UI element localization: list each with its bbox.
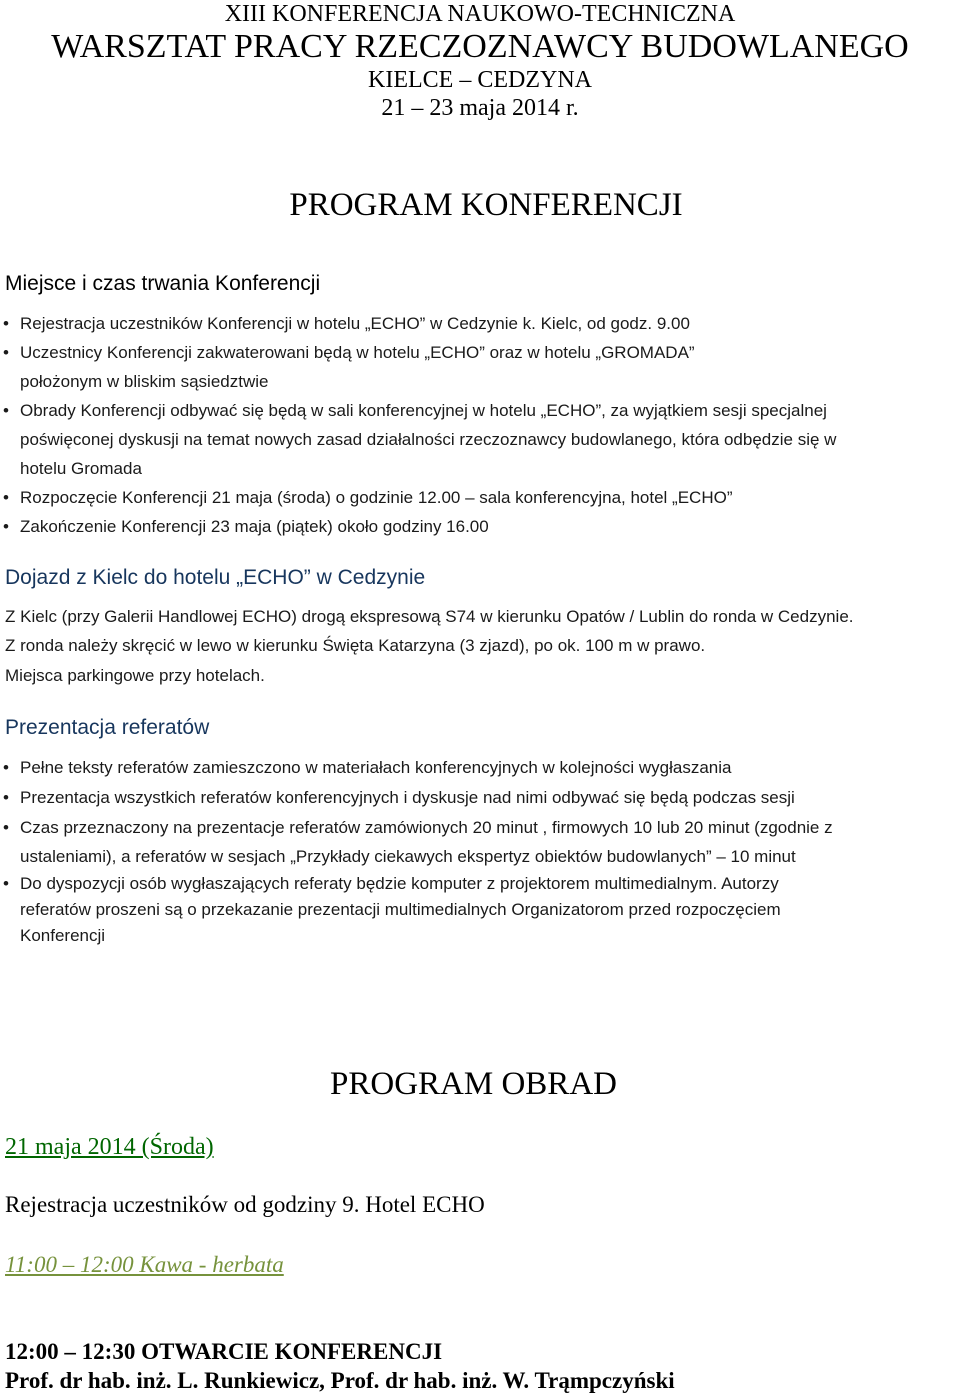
list-item — [0, 338, 960, 396]
bullet-line: Prezentacja wszystkich referatów konferencyjnych i dyskusje nad nimi odbywać się będą podczas sesji — [20, 788, 795, 807]
program-heading: PROGRAM KONFERENCJI — [289, 187, 683, 223]
directions-heading: Dojazd z Kielc do hotelu „ECHO” w Cedzynie — [5, 566, 426, 589]
presentation-bullet-list — [0, 753, 960, 949]
presentation-heading: Prezentacja referatów — [5, 716, 210, 739]
conference-name: XIII KONFERENCJA NAUKOWO-TECHNICZNA — [224, 1, 736, 27]
bullet-line: Rozpoczęcie Konferencji 21 maja (środa) o godzinie 12.00 – sala konferencyjna, hotel „ECHO” — [20, 488, 733, 507]
list-item — [0, 813, 960, 871]
bullet-line: Konferencji — [20, 926, 106, 945]
bullet-line: Pełne teksty referatów zamieszczono w materiałach konferencyjnych w kolejności wygłaszania — [20, 758, 732, 777]
list-item — [0, 871, 960, 949]
bullet-icon: • — [3, 401, 9, 420]
bullet-line: Rejestracja uczestników Konferencji w hotelu „ECHO” w Cedzynie k. Kielc, od godz. 9.00 — [20, 314, 690, 333]
directions-line: Z ronda należy skręcić w lewo w kierunku Święta Katarzyna (3 zjazd), po ok. 100 m w prawo. — [5, 636, 706, 655]
conference-title: WARSZTAT PRACY RZECZOZNAWCY BUDOWLANEGO — [51, 28, 909, 65]
bullet-line: Obrady Konferencji odbywać się będą w sali konferencyjnej w hotelu „ECHO”, za wyjątkiem sesji specjalnej — [20, 401, 827, 420]
speakers-line: Prof. dr hab. inż. L. Runkiewicz, Prof. dr hab. inż. W. Trąmpczyński — [5, 1368, 675, 1393]
list-item — [0, 483, 960, 512]
bullet-icon: • — [3, 758, 9, 777]
bullet-line: położonym w bliskim sąsiedztwie — [20, 372, 269, 391]
bullet-icon: • — [3, 314, 9, 333]
registration-line: Rejestracja uczestników od godziny 9. Hotel ECHO — [5, 1192, 485, 1217]
day-heading: 21 maja 2014 (Środa) — [5, 1134, 214, 1160]
bullet-icon: • — [3, 517, 9, 536]
list-item — [0, 783, 960, 812]
list-item — [0, 512, 960, 541]
bullet-line: hotelu Gromada — [20, 459, 142, 478]
directions-line: Miejsca parkingowe przy hotelach. — [5, 666, 265, 685]
conference-location: KIELCE – CEDZYNA — [368, 67, 592, 93]
bullet-icon: • — [3, 788, 9, 807]
bullet-line: referatów proszeni są o przekazanie prezentacji multimedialnych Organizatorom przed rozpoczęciem — [20, 900, 781, 919]
bullet-icon: • — [3, 488, 9, 507]
bullet-icon: • — [3, 874, 9, 893]
venue-section-heading: Miejsce i czas trwania Konferencji — [5, 272, 321, 295]
bullet-line: Zakończenie Konferencji 23 maja (piątek) około godziny 16.00 — [20, 517, 489, 536]
program-obrad-heading: PROGRAM OBRAD — [330, 1066, 617, 1102]
bullet-icon: • — [3, 343, 9, 362]
bullet-line: Uczestnicy Konferencji zakwaterowani będą w hotelu „ECHO” oraz w hotelu „GROMADA” — [20, 343, 695, 362]
bullet-line: Do dyspozycji osób wygłaszających referaty będzie komputer z projektorem multimedialnym. Autorzy — [20, 874, 779, 893]
bullet-line: ustaleniami), a referatów w sesjach „Przykłady ciekawych ekspertyz obiektów budowlanych” – 10 minut — [20, 847, 796, 866]
list-item — [0, 753, 960, 782]
list-item — [0, 309, 960, 338]
venue-bullet-list — [0, 309, 960, 541]
bullet-line: Czas przeznaczony na prezentacje referatów zamówionych 20 minut , firmowych 10 lub 20 minut (zgodnie z — [20, 818, 833, 837]
directions-line: Z Kielc (przy Galerii Handlowej ECHO) drogą ekspresową S74 w kierunku Opatów / Lublin do ronda w Cedzynie. — [5, 607, 854, 626]
list-item — [0, 396, 960, 483]
bullet-line: poświęconej dyskusji na temat nowych zasad działalności rzeczoznawcy budowlanego, która odbędzie się w — [20, 430, 837, 449]
opening-session-line: 12:00 – 12:30 OTWARCIE KONFERENCJI — [5, 1339, 443, 1364]
coffee-break-line: 11:00 – 12:00 Kawa - herbata — [5, 1252, 284, 1277]
conference-date: 21 – 23 maja 2014 r. — [381, 95, 579, 121]
bullet-icon: • — [3, 818, 9, 837]
